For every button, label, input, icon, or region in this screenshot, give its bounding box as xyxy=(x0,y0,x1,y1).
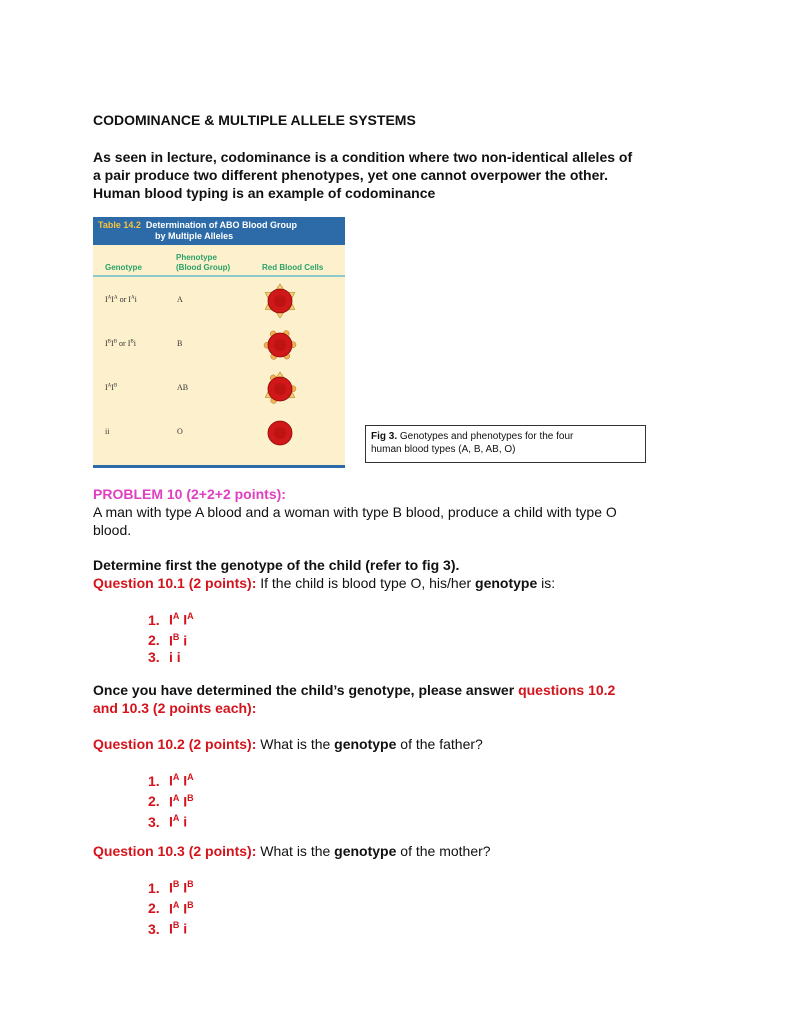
allele: i xyxy=(183,632,188,649)
allele: I xyxy=(111,295,114,304)
allele: i xyxy=(169,649,173,666)
option-number: 3. xyxy=(148,920,160,937)
allele-superscript: B xyxy=(187,899,194,910)
allele: I xyxy=(111,383,114,392)
allele: I xyxy=(169,611,173,628)
intro-line: As seen in lecture, codominance is a condition where two non-identical alleles of xyxy=(93,149,633,165)
intro-line: Human blood typing is an example of codominance xyxy=(93,185,436,201)
allele: i xyxy=(134,295,137,304)
q1-bold: genotype xyxy=(475,575,538,591)
genotype-cell xyxy=(105,295,137,304)
allele-superscript: A xyxy=(113,295,118,301)
q2-text: What is the xyxy=(256,736,335,752)
q3-label: Question 10.3 (2 points): xyxy=(93,843,257,859)
option-number: 3. xyxy=(148,649,160,666)
figure-caption xyxy=(365,425,646,463)
red-blood-cell-icon xyxy=(260,281,300,321)
section-title: CODOMINANCE & MULTIPLE ALLELE SYSTEMS xyxy=(93,112,416,128)
answer-option xyxy=(148,649,194,666)
allele-superscript: A xyxy=(187,611,194,621)
allele: I xyxy=(128,295,131,304)
table-title: Determination of ABO Blood Group xyxy=(145,220,298,230)
allele: I xyxy=(183,793,188,810)
allele: ii xyxy=(105,427,110,436)
allele: I xyxy=(105,339,108,348)
option-number: 1. xyxy=(148,611,160,628)
allele-superscript: B xyxy=(172,920,180,931)
allele-superscript: B xyxy=(107,339,112,345)
q3-bold: genotype xyxy=(334,843,397,859)
allele: I xyxy=(169,793,173,810)
answer-option xyxy=(148,810,194,831)
allele-superscript: A xyxy=(172,899,180,910)
allele-superscript: B xyxy=(113,339,118,345)
problem-heading: PROBLEM 10 (2+2+2 points): xyxy=(93,486,286,502)
red-blood-cell-icon xyxy=(260,413,300,453)
answer-option xyxy=(148,917,194,938)
abo-blood-group-table xyxy=(93,217,345,468)
q1-text: If the child is blood type O, his/her xyxy=(256,575,476,591)
caption-text: Genotypes and phenotypes for the four xyxy=(399,431,574,442)
allele-superscript: A xyxy=(172,813,180,824)
allele-superscript: B xyxy=(187,879,194,889)
table-number: Table 14.2 xyxy=(98,220,141,230)
caption-text-2: human blood types (A, B, AB, O) xyxy=(371,444,516,455)
problem-text: A man with type A blood and a woman with type B blood, produce a child with type O xyxy=(93,504,617,520)
allele-superscript: B xyxy=(172,879,180,889)
allele-superscript: A xyxy=(172,772,180,782)
problem-text-2: blood. xyxy=(93,522,132,538)
option-number: 2. xyxy=(148,632,160,649)
option-number: 2. xyxy=(148,900,160,917)
phenotype-cell: B xyxy=(177,339,183,348)
allele-superscript: A xyxy=(172,611,180,621)
option-number: 1. xyxy=(148,772,160,789)
option-number: 1. xyxy=(148,879,160,896)
allele-superscript: A xyxy=(172,792,180,803)
allele-superscript: B xyxy=(172,631,180,642)
allele: I xyxy=(169,813,173,830)
phenotype-cell: O xyxy=(177,427,183,436)
allele: I xyxy=(111,339,114,348)
intro-paragraph xyxy=(93,148,632,202)
q2-text-end: of the father? xyxy=(396,736,483,752)
table-header xyxy=(93,217,345,245)
allele: I xyxy=(169,900,173,917)
col-phenotype-2: (Blood Group) xyxy=(176,263,231,272)
problem-block xyxy=(93,485,617,539)
q1-block xyxy=(93,556,555,592)
allele-superscript: B xyxy=(113,383,118,389)
q2-label: Question 10.2 (2 points): xyxy=(93,736,257,752)
allele: I xyxy=(169,632,173,649)
caption-label: Fig 3. xyxy=(371,431,398,442)
answer-option xyxy=(148,629,194,650)
q1-options xyxy=(148,608,194,666)
col-red-blood-cells: Red Blood Cells xyxy=(262,263,324,272)
allele: I xyxy=(169,772,173,789)
allele: I xyxy=(183,772,188,789)
q2-bold: genotype xyxy=(334,736,397,752)
allele: i xyxy=(183,813,188,830)
allele: or xyxy=(117,339,128,348)
answer-option xyxy=(148,897,194,918)
once-block xyxy=(93,681,615,717)
determine-instruction: Determine first the genotype of the child (refer to fig 3). xyxy=(93,557,460,573)
allele: I xyxy=(183,879,188,896)
red-blood-cell-icon xyxy=(260,325,300,365)
col-phenotype-1: Phenotype xyxy=(176,253,217,262)
allele: I xyxy=(127,339,131,348)
col-phenotype xyxy=(176,253,230,273)
header-divider xyxy=(93,275,345,277)
allele: I xyxy=(105,295,108,304)
genotype-cell xyxy=(105,427,109,436)
answer-option xyxy=(148,608,194,629)
q3-text: What is the xyxy=(256,843,335,859)
red-blood-cell-icon xyxy=(260,369,300,409)
allele: i xyxy=(133,339,136,348)
allele-superscript: A xyxy=(107,383,112,389)
once-red: questions 10.2 xyxy=(518,682,616,698)
allele: I xyxy=(169,879,173,896)
once-red-2: and 10.3 (2 points each): xyxy=(93,700,257,716)
allele: or xyxy=(117,295,129,304)
allele-superscript: B xyxy=(187,792,194,803)
phenotype-cell: A xyxy=(177,295,183,304)
q2-options xyxy=(148,769,194,831)
answer-option xyxy=(148,790,194,811)
allele: i xyxy=(176,649,181,666)
allele-superscript: B xyxy=(130,339,134,345)
q1-label: Question 10.1 (2 points): xyxy=(93,575,257,591)
allele: i xyxy=(183,920,188,937)
allele: I xyxy=(183,611,188,628)
option-number: 3. xyxy=(148,813,160,830)
answer-option xyxy=(148,876,194,897)
q2-block xyxy=(93,735,483,753)
allele: I xyxy=(169,920,173,937)
allele: I xyxy=(183,900,188,917)
table-title-2: by Multiple Alleles xyxy=(155,231,234,241)
answer-option xyxy=(148,769,194,790)
q3-text-end: of the mother? xyxy=(396,843,491,859)
intro-line: a pair produce two different phenotypes, yet one cannot overpower the other. xyxy=(93,167,608,183)
q1-text-end: is: xyxy=(537,575,556,591)
q3-block xyxy=(93,842,491,860)
col-genotype: Genotype xyxy=(105,263,142,272)
phenotype-cell: AB xyxy=(177,383,189,392)
allele-superscript: A xyxy=(130,295,135,301)
q3-options xyxy=(148,876,194,938)
allele: I xyxy=(105,383,108,392)
genotype-cell xyxy=(105,339,136,348)
allele-superscript: A xyxy=(107,295,112,301)
allele-superscript: A xyxy=(187,772,194,782)
genotype-cell xyxy=(105,383,117,392)
once-text: Once you have determined the child’s genotype, please answer xyxy=(93,682,519,698)
option-number: 2. xyxy=(148,793,160,810)
